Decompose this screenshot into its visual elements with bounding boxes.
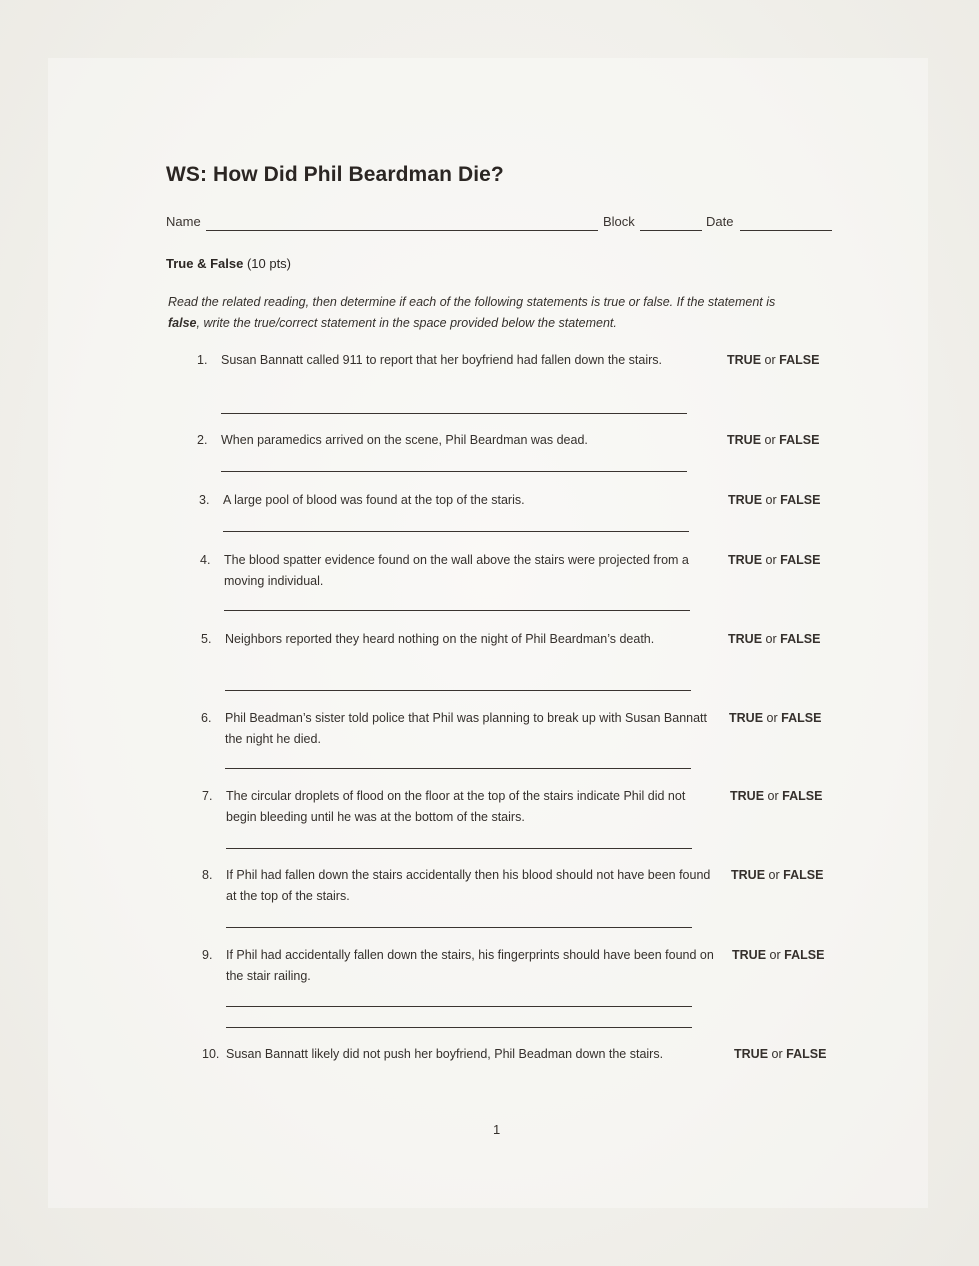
name-block-date-row xyxy=(166,212,832,234)
answer-blank-line[interactable] xyxy=(225,768,691,769)
true-or-false-choice[interactable] xyxy=(730,786,822,807)
or-separator: or xyxy=(764,433,776,447)
question-number: 2. xyxy=(197,433,208,447)
true-option[interactable]: TRUE xyxy=(731,868,766,882)
date-blank-line[interactable] xyxy=(740,230,832,231)
true-option[interactable]: TRUE xyxy=(727,433,762,447)
question-number: 5. xyxy=(201,632,212,646)
worksheet-title: WS: How Did Phil Beardman Die? xyxy=(166,163,504,186)
question-text: When paramedics arrived on the scene, Phil Beardman was dead. xyxy=(221,433,588,447)
false-option[interactable]: FALSE xyxy=(780,493,821,507)
true-option[interactable]: TRUE xyxy=(728,553,763,567)
question-text: A large pool of blood was found at the top of the staris. xyxy=(223,493,525,507)
question-number: 7. xyxy=(202,789,213,803)
instructions-part2: , write the true/correct statement in the space provided below the statement. xyxy=(196,316,617,330)
false-option[interactable]: FALSE xyxy=(780,553,821,567)
name-blank-line[interactable] xyxy=(206,230,598,231)
question-text: If Phil had fallen down the stairs accidentally then his blood should not have been found at the top of the stairs. xyxy=(226,868,711,903)
true-option[interactable]: TRUE xyxy=(732,948,767,962)
or-separator: or xyxy=(771,1047,783,1061)
question-text: If Phil had accidentally fallen down the stairs, his fingerprints should have been found on the stair railing. xyxy=(226,948,714,983)
answer-blank-line[interactable] xyxy=(221,413,687,414)
section-title: True & False xyxy=(166,256,244,271)
or-separator: or xyxy=(765,493,777,507)
date-label: Date xyxy=(706,214,734,229)
block-blank-line[interactable] xyxy=(640,230,702,231)
or-separator: or xyxy=(764,353,776,367)
question-number: 8. xyxy=(202,868,213,882)
false-option[interactable]: FALSE xyxy=(781,711,822,725)
question-number: 9. xyxy=(202,948,213,962)
question-text: Neighbors reported they heard nothing on the night of Phil Beardman’s death. xyxy=(225,632,655,646)
question-text: Phil Beadman’s sister told police that Phil was planning to break up with Susan Bannatt the night he died. xyxy=(225,711,708,746)
question-number: 4. xyxy=(200,553,211,567)
true-or-false-choice[interactable] xyxy=(732,945,824,966)
section-points: (10 pts) xyxy=(246,256,292,271)
false-option[interactable]: FALSE xyxy=(779,353,820,367)
true-or-false-choice[interactable] xyxy=(727,430,819,451)
question-number: 3. xyxy=(199,493,210,507)
true-or-false-choice[interactable] xyxy=(727,350,819,371)
section-heading xyxy=(166,256,291,271)
true-option[interactable]: TRUE xyxy=(728,632,763,646)
true-or-false-choice[interactable] xyxy=(728,629,820,650)
true-option[interactable]: TRUE xyxy=(728,493,763,507)
true-or-false-choice[interactable] xyxy=(729,708,821,729)
question-text: Susan Bannatt called 911 to report that her boyfriend had fallen down the stairs. xyxy=(221,353,663,367)
true-or-false-choice[interactable] xyxy=(728,490,820,511)
true-option[interactable]: TRUE xyxy=(730,789,765,803)
or-separator: or xyxy=(766,711,778,725)
page-number: 1 xyxy=(493,1122,501,1137)
false-option[interactable]: FALSE xyxy=(782,789,823,803)
true-or-false-choice[interactable] xyxy=(734,1044,826,1065)
question-text: The blood spatter evidence found on the wall above the stairs were projected from a moving individual. xyxy=(224,553,689,588)
question-number: 10. xyxy=(202,1047,220,1061)
or-separator: or xyxy=(768,868,780,882)
or-separator: or xyxy=(767,789,779,803)
instructions-emphasis: false xyxy=(168,316,197,330)
answer-blank-line[interactable] xyxy=(226,848,692,849)
false-option[interactable]: FALSE xyxy=(779,433,820,447)
answer-blank-line[interactable] xyxy=(226,1006,692,1007)
true-option[interactable]: TRUE xyxy=(729,711,764,725)
true-or-false-choice[interactable] xyxy=(731,865,823,886)
false-option[interactable]: FALSE xyxy=(786,1047,827,1061)
question-text: Susan Bannatt likely did not push her boyfriend, Phil Beadman down the stairs. xyxy=(226,1047,664,1061)
or-separator: or xyxy=(769,948,781,962)
answer-blank-line[interactable] xyxy=(226,1027,692,1028)
instructions xyxy=(168,292,808,334)
answer-blank-line[interactable] xyxy=(224,610,690,611)
true-option[interactable]: TRUE xyxy=(734,1047,769,1061)
false-option[interactable]: FALSE xyxy=(784,948,825,962)
true-or-false-choice[interactable] xyxy=(728,550,820,571)
answer-blank-line[interactable] xyxy=(225,690,691,691)
or-separator: or xyxy=(765,553,777,567)
question-number: 1. xyxy=(197,353,208,367)
answer-blank-line[interactable] xyxy=(221,471,687,472)
question-number: 6. xyxy=(201,711,212,725)
answer-blank-line[interactable] xyxy=(226,927,692,928)
block-label: Block xyxy=(603,214,635,229)
instructions-part1: Read the related reading, then determine if each of the following statements is true or false. If the statement is xyxy=(168,295,776,309)
or-separator: or xyxy=(765,632,777,646)
answer-blank-line[interactable] xyxy=(223,531,689,532)
false-option[interactable]: FALSE xyxy=(780,632,821,646)
true-option[interactable]: TRUE xyxy=(727,353,762,367)
question-text: The circular droplets of flood on the floor at the top of the stairs indicate Phil did not begin bleeding until he was at the bottom of the stairs. xyxy=(226,789,686,824)
false-option[interactable]: FALSE xyxy=(783,868,824,882)
name-label: Name xyxy=(166,214,201,229)
